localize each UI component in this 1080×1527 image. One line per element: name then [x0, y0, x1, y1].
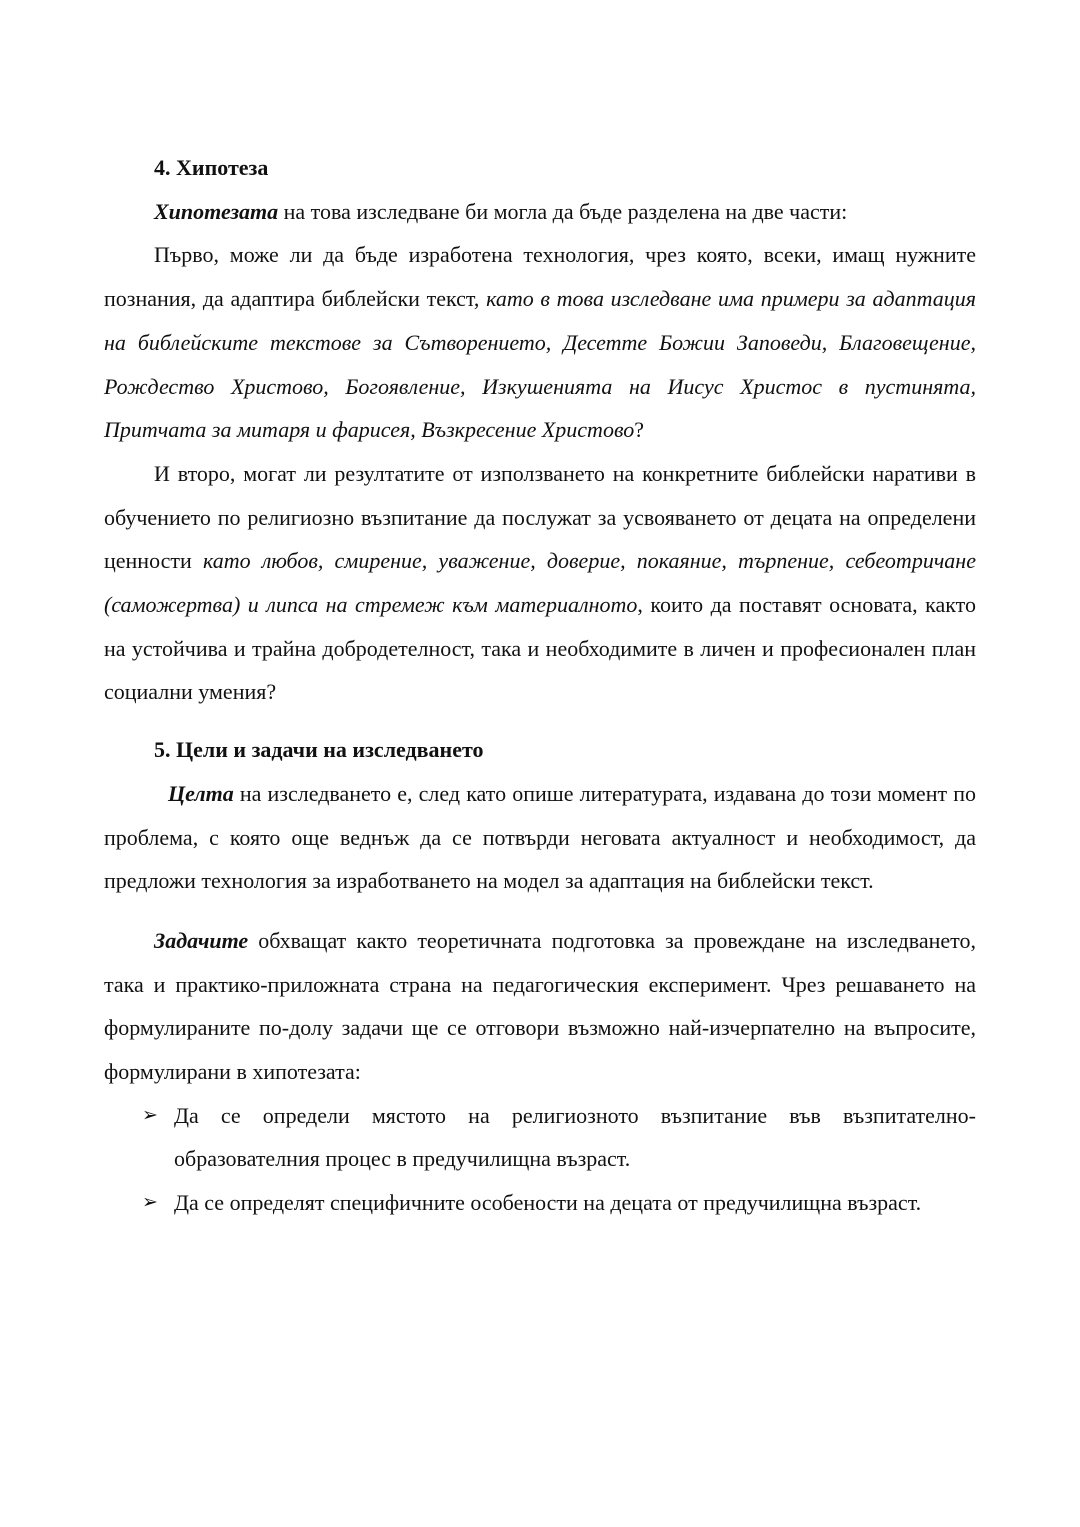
section-heading-hypothesis: 4. Хипотеза — [154, 155, 269, 180]
tasks-paragraph — [104, 919, 976, 1094]
part1-end: ? — [634, 417, 644, 443]
section-heading-goals: 5. Цели и задачи на изследването — [154, 737, 484, 763]
part2-text: И второ, могат ли резултатите от използването на конкретните библейски наративи в обучението по религиозно възпитание да послужат за усвояването от децата на определени ценности — [104, 460, 976, 574]
hypothesis-term: Хипотезата — [154, 198, 279, 224]
hypothesis-part1-paragraph — [104, 233, 976, 452]
part2-italic-text: като любов, смирение, уважение, доверие, покаяние, търпение, себеотричане (саможертва) и липса на стремеж към материалното — [104, 548, 976, 618]
goal-paragraph — [104, 772, 976, 903]
part2-end: , които да поставят основата, както на устойчива и трайна добродетелност, така и необходимите в личен и професионален план социални умения? — [104, 592, 976, 705]
arrow-bullet-icon: ➢ — [142, 1191, 158, 1214]
part1-italic-text: като в това изследване има примери за адаптация на библейските текстове за Сътворението, Десетте Божии Заповеди, Благовещение, Рождество Христово, Богоявление, Изкушенията на Иисус Христос в пустинята, Притчата за митаря и фарисея, Възкресение Христово — [104, 286, 976, 443]
part1-text: Първо, може ли да бъде изработена технология, чрез която, всеки, имащ нужните познания, да адаптира библейски текст, — [104, 242, 976, 312]
document-page — [104, 146, 976, 1225]
spacer — [104, 903, 976, 919]
task-text: Да се определят специфичните особености на децата от предучилищна възраст. — [174, 1190, 922, 1216]
tasks-term: Задачите — [154, 927, 249, 953]
spacer — [104, 714, 976, 728]
list-item — [142, 1181, 976, 1225]
goal-text: на изследването е, след като опише литературата, издавана до този момент по проблема, с която още веднъж да се потвърди неговата актуалност и необходимост, да предложи технология за изработването на модел за адаптация на библейски текст. — [104, 780, 976, 894]
hypothesis-intro-text: на това изследване би могла да бъде разделена на две части: — [278, 198, 848, 224]
task-text: Да се определи мястото на религиозното възпитание във възпитателно-образователния процес в предучилищна възраст. — [174, 1102, 976, 1172]
arrow-bullet-icon: ➢ — [142, 1103, 158, 1126]
hypothesis-intro-paragraph — [104, 190, 976, 234]
goal-term: Целта — [168, 780, 234, 806]
hypothesis-part2-paragraph — [104, 452, 976, 714]
list-item — [142, 1094, 976, 1181]
tasks-text: обхващат както теоретичната подготовка за провеждане на изследването, така и практико-приложната страна на педагогическия експеримент. Чрез решаването на формулираните по-долу задачи ще се отговори възможно най-изчерпателно на въпросите, формулирани в хипотезата: — [104, 927, 976, 1085]
task-list — [104, 1094, 976, 1225]
